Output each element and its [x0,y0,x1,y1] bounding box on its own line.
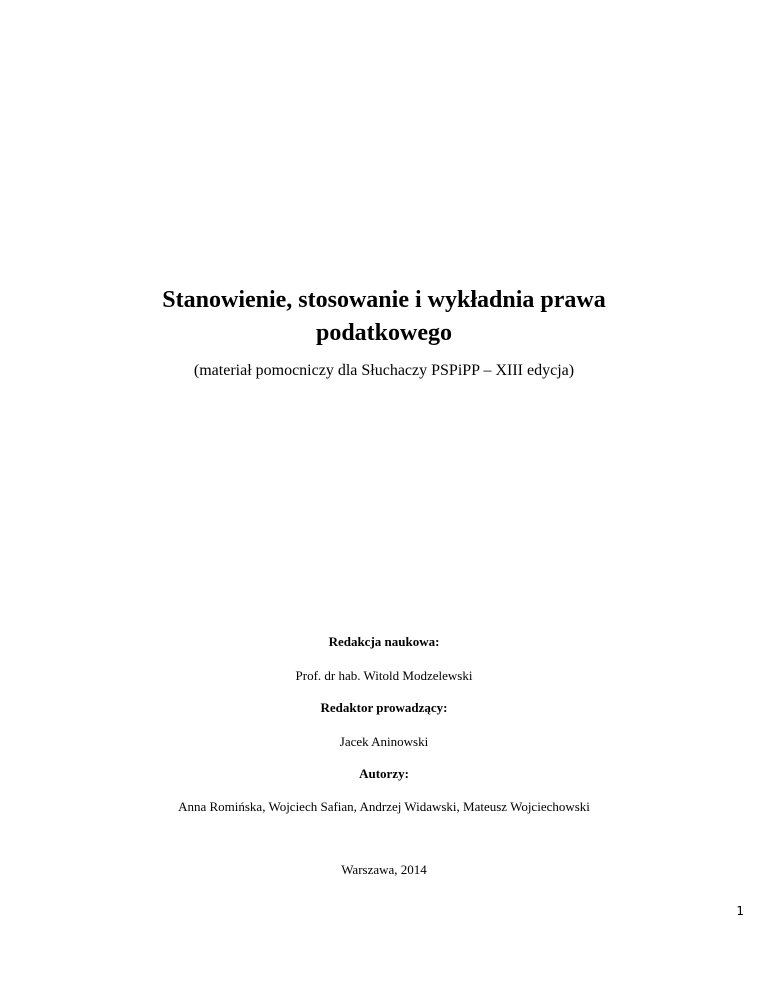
page-number: 1 [736,904,744,918]
title-line-1: Stanowienie, stosowanie i wykładnia prawa [162,287,606,313]
authors-label: Autorzy: [359,766,409,781]
scientific-editor-label: Redakcja naukowa: [328,634,440,649]
place-date: Warszawa, 2014 [341,862,427,877]
document-title [0,284,768,350]
authors-list: Anna Romińska, Wojciech Safian, Andrzej Widawski, Mateusz Wojciechowski [178,799,590,814]
lead-editor-label: Redaktor prowadzący: [320,700,448,715]
scientific-editor-name: Prof. dr hab. Witold Modzelewski [295,668,473,683]
document-subtitle: (materiał pomocniczy dla Słuchaczy PSPiPP – XIII edycja) [193,362,575,379]
title-line-2: podatkowego [315,320,453,346]
lead-editor-name: Jacek Aninowski [339,734,429,749]
